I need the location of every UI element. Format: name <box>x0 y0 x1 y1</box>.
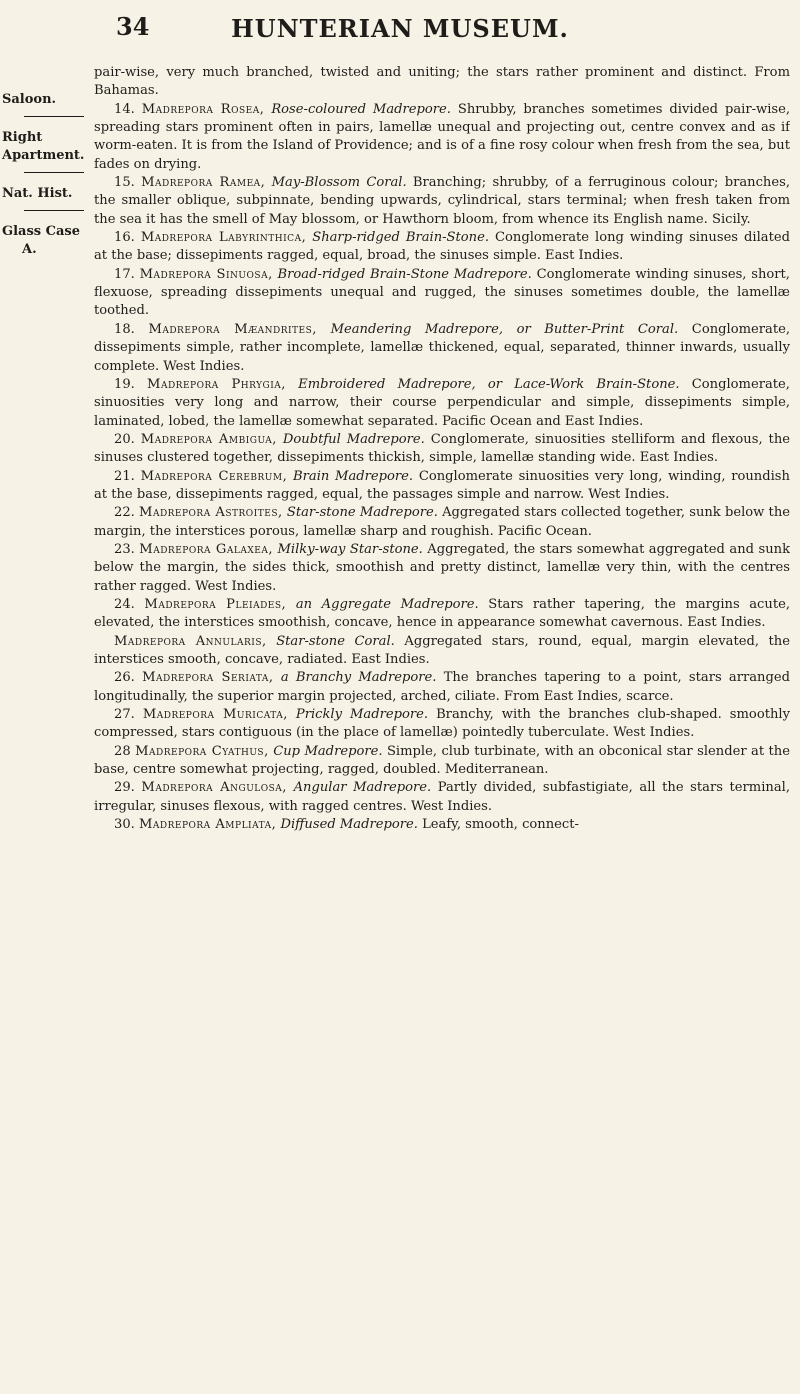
common-name: Sharp-ridged Brain-Stone. <box>312 230 490 246</box>
catalogue-entry <box>94 706 790 743</box>
entry-description: Conglomerate, dissepiments simple, rather incomplete, lamellæ thickened, equal, separated, thinner inwards, usually complete. West Indies. <box>94 321 790 374</box>
entry-description: Aggregated stars, round, equal, margin elevated, the interstices smooth, concave, radiated. East Indies. <box>94 633 790 667</box>
common-name: Milky-way Star-stone. <box>277 541 423 557</box>
species-name: Madrepora Labyrinthica, <box>140 230 307 246</box>
common-name: Cup Madrepore. <box>273 743 383 759</box>
entry-number: 17. <box>114 266 135 282</box>
entry-number: 21. <box>114 468 135 484</box>
entry-number: 28 <box>114 743 131 759</box>
margin-dash <box>24 172 84 173</box>
margin-note-right: Right <box>2 130 43 145</box>
species-name: Madrepora Mæandrites, <box>148 321 317 337</box>
species-name: Madrepora Angulosa, <box>141 780 287 796</box>
common-name: Broad-ridged Brain-Stone Madrepore. <box>277 266 532 282</box>
entry-description: Partly divided, subfastigiate, all the stars terminal, irregular, sinuses flexous, with ragged centres. West Indies. <box>94 780 790 814</box>
catalogue-entry <box>94 743 790 780</box>
catalogue-entry <box>94 101 790 174</box>
continued-paragraph: pair-wise, very much branched, twisted and uniting; the stars rather prominent and distinct. From Bahamas. <box>94 65 790 99</box>
entry-number: 29. <box>114 780 135 796</box>
margin-dash <box>24 210 84 211</box>
running-title: HUNTERIAN MUSEUM. <box>231 14 569 43</box>
species-name: Madrepora Sinuosa, <box>139 266 273 282</box>
common-name: Prickly Madrepore. <box>295 707 429 723</box>
catalogue-entry <box>94 321 790 376</box>
catalogue-entry <box>94 431 790 468</box>
entry-number: 24. <box>114 596 135 612</box>
entry-number: 27. <box>114 707 135 723</box>
catalogue-entry <box>94 376 790 431</box>
catalogue-entry <box>94 504 790 541</box>
common-name: Star-stone Coral. <box>276 633 395 649</box>
catalogue-entry <box>94 229 790 266</box>
entry-description: Aggregated, the stars somewhat aggregated and sunk below the margin, the sides thick, smoothish and pretty distinct, lamellæ very thin, with the centres rather ragged. West Indies. <box>94 541 790 594</box>
catalogue-entry <box>94 468 790 505</box>
species-name: Madrepora Astroites, <box>139 505 283 521</box>
entry-number: 14. <box>114 101 135 117</box>
entry-description: The branches tapering to a point, stars arranged longitudinally, the superior margin projected, arched, ciliate. From East Indies, scarce. <box>94 670 790 704</box>
species-name: Madrepora Muricata, <box>142 707 288 723</box>
entry-description: Conglomerate, sinuosities very long and narrow, their course perpendicular and simple, dissepiments simple, laminated, lobed, the lamellæ somewhat separated. Pacific Ocean and East Indies. <box>94 376 790 429</box>
species-name: Madrepora Annularis, <box>114 633 267 649</box>
catalogue-entry <box>94 266 790 321</box>
common-name: Brain Madrepore. <box>293 468 414 484</box>
species-name: Madrepora Ramea, <box>141 175 266 191</box>
page-header <box>0 6 800 60</box>
entry-description: Shrubby, branches sometimes divided pair-wise, spreading stars prominent often in pairs, lamellæ unequal and projecting out, centre convex and as if worm-eaten. It is from the Island of Providence; and is of a fine rosy colour when fresh from the sea, but fades on drying. <box>94 101 790 172</box>
catalogue-entry <box>94 669 790 706</box>
species-name: Madrepora Cyathus, <box>135 743 269 759</box>
common-name: Embroidered Madrepore, or Lace-Work Brain-Stone. <box>298 376 680 392</box>
common-name: Angular Madrepore. <box>293 780 432 796</box>
species-name: Madrepora Cerebrum, <box>140 468 288 484</box>
species-name: Madrepora Pleiades, <box>144 596 287 612</box>
common-name: a Branchy Madrepore. <box>280 670 437 686</box>
entry-description: Branching; shrubby, of a ferruginous colour; branches, the smaller oblique, subpinnate, bending upwards, cylindrical, stars terminal; when fresh taken from the sea it has the smell of May blossom, or Hawthorn bloom, from whence its English name. Sicily. <box>94 175 790 227</box>
catalogue-entry <box>94 541 790 596</box>
page-number: 34 <box>116 12 150 41</box>
entry-number: 22. <box>114 505 135 521</box>
entry-description: Conglomerate, sinuosities stelliform and flexous, the sinuses clustered together, dissepiments thickish, simple, lamellæ standing wide. East Indies. <box>94 431 790 466</box>
entry-description: Simple, club turbinate, with an obconical star slender at the base, centre somewhat projecting, ragged, doubled. Mediterranean. <box>94 743 790 778</box>
species-name: Madrepora Rosea, <box>141 101 265 117</box>
entry-description: Conglomerate long winding sinuses dilated at the base; dissepiments ragged, equal, broad, the sinuses simple. East Indies. <box>94 230 790 264</box>
species-name: Madrepora Galaxea, <box>139 541 274 557</box>
common-name: May-Blossom Coral. <box>271 175 407 191</box>
common-name: Diffused Madrepore. <box>280 817 418 833</box>
margin-dash <box>24 116 84 117</box>
margin-note-apartment: Apartment. <box>2 148 90 173</box>
entry-description: Leafy, smooth, connect- <box>422 817 579 833</box>
margin-notes <box>0 0 90 1394</box>
species-name: Madrepora Phrygia, <box>147 376 286 392</box>
margin-note-glass-case: Glass Case <box>2 224 80 239</box>
entry-description: Conglomerate winding sinuses, short, flexuose, spreading dissepiments unequal and rugged, the sinuses sometimes double, the lamellæ toothed. <box>94 266 790 319</box>
entry-description: Branchy, with the branches club-shaped. smoothly compressed, stars contiguous (in the place of lamellæ) pointedly tuberculate. West Indies. <box>94 707 790 741</box>
entry-description: Stars rather tapering, the margins acute, elevated, the interstices smoothish, concave, hence in appearance somewhat cavernous. East Indies. <box>94 596 790 631</box>
margin-note-nat-hist: Nat. Hist. <box>2 186 90 211</box>
catalogue-entry <box>94 816 790 834</box>
species-name: Madrepora Ampliata, <box>139 817 277 833</box>
catalogue-entry <box>94 779 790 816</box>
entry-description: Conglomerate sinuosities very long, winding, roundish at the base, dissepiments ragged, equal, the passages simple and narrow. West Indies. <box>94 468 790 502</box>
entry-number: 26. <box>114 670 135 686</box>
common-name: an Aggregate Madrepore. <box>295 596 479 612</box>
page-body <box>94 64 790 1384</box>
entry-number: 16. <box>114 230 135 246</box>
entry-description: Aggregated stars collected together, sunk below the margin, the interstices porous, lamellæ sharp and roughish. Pacific Ocean. <box>94 505 790 539</box>
entry-number: 20. <box>114 431 135 447</box>
catalogue-entry <box>94 174 790 229</box>
catalogue-entry <box>94 596 790 633</box>
entry-number: 19. <box>114 376 135 392</box>
species-name: Madrepora Ambigua, <box>140 431 277 447</box>
catalogue-entry <box>94 633 790 670</box>
common-name: Doubtful Madrepore. <box>282 431 425 447</box>
species-name: Madrepora Seriata, <box>142 670 274 686</box>
entry-number: 18. <box>114 321 135 337</box>
common-name: Rose-coloured Madrepore. <box>271 101 451 117</box>
common-name: Meandering Madrepore, or Butter-Print Coral. <box>330 321 679 337</box>
margin-note-saloon: Saloon. <box>2 92 90 117</box>
margin-note-case-a: A. <box>22 242 37 257</box>
entry-number: 30. <box>114 817 135 833</box>
entry-number: 23. <box>114 541 135 557</box>
common-name: Star-stone Madrepore. <box>286 505 438 521</box>
entry-number: 15. <box>114 175 135 191</box>
